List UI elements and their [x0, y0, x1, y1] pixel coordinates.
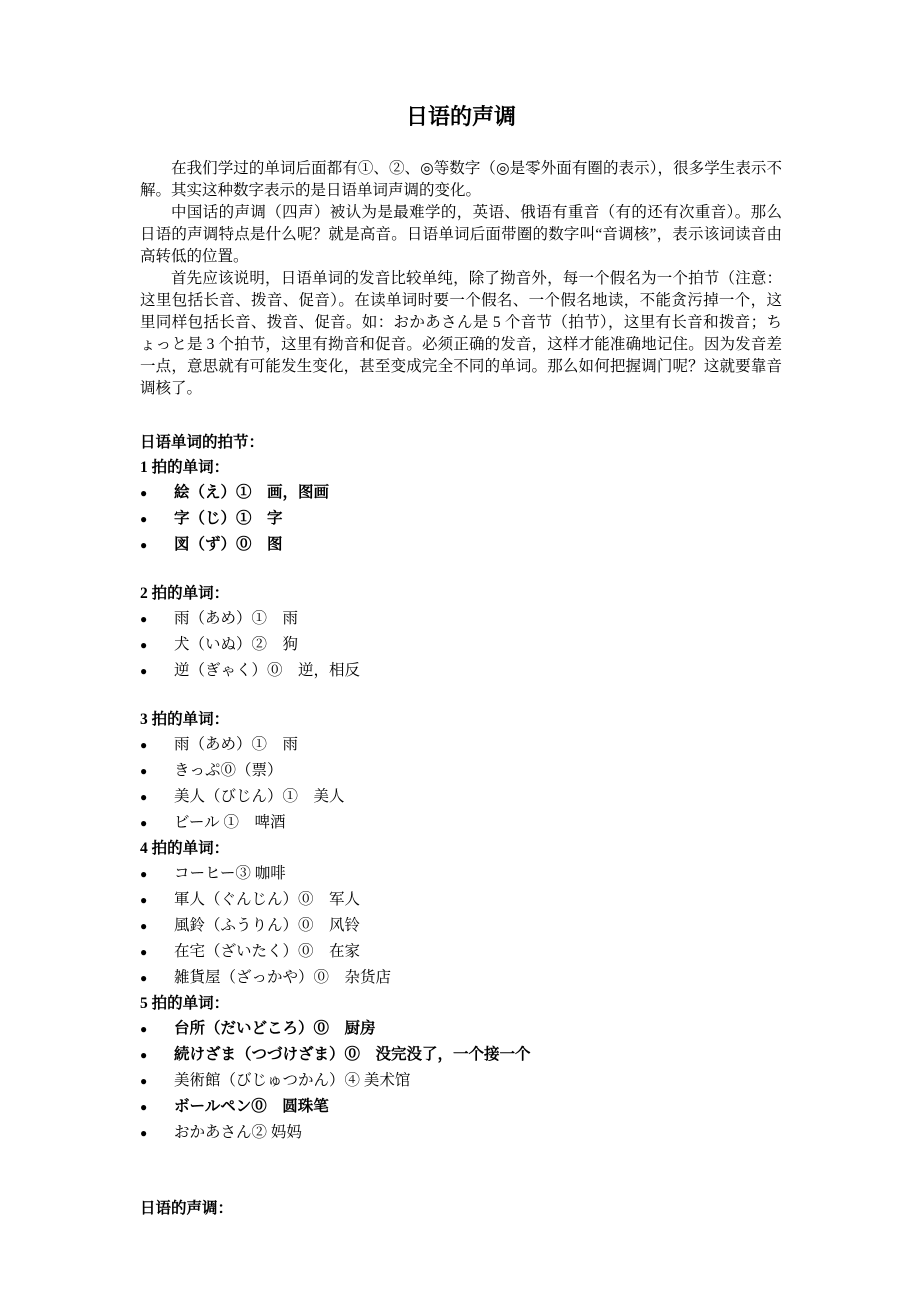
bullet-icon: ●	[140, 486, 148, 500]
bullet-icon: ●	[140, 867, 148, 881]
word-text: 絵（え）① 画，图画	[174, 484, 330, 501]
word-item	[140, 532, 782, 558]
word-text: 字（じ）① 字	[174, 510, 283, 527]
word-text: 軍人（ぐんじん）⓪ 军人	[174, 891, 361, 908]
bullet-icon: ●	[140, 1074, 148, 1088]
bullet-icon: ●	[140, 945, 148, 959]
bullet-icon: ●	[140, 816, 148, 830]
word-item	[140, 758, 782, 784]
group-heading: 4 拍的单词：	[140, 840, 230, 857]
word-item	[140, 1068, 782, 1094]
word-text: 美術館（びじゅつかん）④ 美术馆	[174, 1072, 411, 1089]
word-list	[140, 1016, 782, 1146]
word-text: 雑貨屋（ざっかや）⓪ 杂货店	[174, 969, 392, 986]
section-heading-accent: 日语的声调：	[140, 1200, 234, 1217]
intro-paragraph-2: 中国话的声调（四声）被认为是最难学的，英语、俄语有重音（有的还有次重音）。那么日语的声调特点是什么呢？就是高音。日语单词后面带圈的数字叫“音调核”，表示该词读音由高转低的位置。	[140, 204, 782, 265]
page-title: 日语的声调	[405, 104, 516, 129]
word-list	[140, 480, 782, 558]
word-text: 犬（いぬ）② 狗	[174, 636, 299, 653]
word-item	[140, 1042, 782, 1068]
bullet-icon: ●	[140, 893, 148, 907]
word-text: きっぷ⓪（票）	[174, 762, 283, 779]
word-text: 在宅（ざいたく）⓪ 在家	[174, 943, 361, 960]
word-list	[140, 606, 782, 684]
word-text: ボールペン⓪ 圆珠笔	[174, 1098, 329, 1115]
bullet-icon: ●	[140, 764, 148, 778]
word-item	[140, 939, 782, 965]
bullet-icon: ●	[140, 1100, 148, 1114]
word-group-5beat	[140, 991, 782, 1146]
group-heading: 5 拍的单词：	[140, 995, 230, 1012]
word-list	[140, 732, 782, 836]
intro-paragraph-3: 首先应该说明，日语单词的发音比较单纯，除了拗音外，每一个假名为一个拍节（注意：这里包括长音、拨音、促音）。在读单词时要一个假名、一个假名地读，不能贪污掉一个，这里同样包括长音、拨音、促音。如：おかあさん是 5 个音节（拍节），这里有长音和拨音；ちょっと是 3 个拍节，这里有拗音和促音。必须正确的发音，这样才能准确地记住。因为发音差一点，意思就有可能发生变化，甚至变成完全不同的单词。那么如何把握调门呢？这就要靠音调核了。	[140, 270, 782, 397]
word-item	[140, 810, 782, 836]
word-text: 図（ず）⓪ 图	[174, 536, 283, 553]
word-text: 逆（ぎゃく）⓪ 逆，相反	[174, 662, 361, 679]
bullet-icon: ●	[140, 738, 148, 752]
word-list	[140, 861, 782, 991]
bullet-icon: ●	[140, 538, 148, 552]
bullet-icon: ●	[140, 971, 148, 985]
bullet-icon: ●	[140, 1022, 148, 1036]
group-heading: 2 拍的单词：	[140, 585, 230, 602]
word-text: 雨（あめ）① 雨	[174, 736, 299, 753]
word-item	[140, 887, 782, 913]
bullet-icon: ●	[140, 512, 148, 526]
word-item	[140, 632, 782, 658]
bullet-icon: ●	[140, 612, 148, 626]
bullet-icon: ●	[140, 664, 148, 678]
bullet-icon: ●	[140, 1048, 148, 1062]
word-item	[140, 1094, 782, 1120]
word-item	[140, 732, 782, 758]
word-item	[140, 1016, 782, 1042]
word-item	[140, 965, 782, 991]
word-item	[140, 784, 782, 810]
bullet-icon: ●	[140, 919, 148, 933]
word-text: 風鈴（ふうりん）⓪ 风铃	[174, 917, 361, 934]
word-item	[140, 658, 782, 684]
word-text: おかあさん② 妈妈	[174, 1124, 302, 1141]
word-item	[140, 606, 782, 632]
word-text: コーヒー③ 咖啡	[174, 865, 286, 882]
word-text: 続けざま（つづけざま）⓪ 没完没了，一个接一个	[174, 1046, 531, 1063]
bullet-icon: ●	[140, 638, 148, 652]
bullet-icon: ●	[140, 790, 148, 804]
group-heading: 3 拍的单词：	[140, 711, 230, 728]
section-heading-beats: 日语单词的拍节：	[140, 434, 265, 451]
word-item	[140, 480, 782, 506]
word-item	[140, 1120, 782, 1146]
word-item	[140, 861, 782, 887]
word-text: 雨（あめ）① 雨	[174, 610, 299, 627]
word-text: ビール ① 啤酒	[174, 814, 286, 831]
word-group-4beat	[140, 836, 782, 991]
word-group-2beat	[140, 581, 782, 684]
intro-paragraph-1: 在我们学过的单词后面都有①、②、◎等数字（◎是零外面有圈的表示），很多学生表示不解。其实这种数字表示的是日语单词声调的变化。	[140, 160, 782, 199]
word-group-3beat	[140, 707, 782, 836]
word-text: 美人（びじん）① 美人	[174, 788, 345, 805]
word-item	[140, 913, 782, 939]
group-heading: 1 拍的单词：	[140, 459, 230, 476]
word-text: 台所（だいどころ）⓪ 厨房	[174, 1020, 376, 1037]
word-group-1beat	[140, 455, 782, 558]
bullet-icon: ●	[140, 1126, 148, 1140]
word-item	[140, 506, 782, 532]
